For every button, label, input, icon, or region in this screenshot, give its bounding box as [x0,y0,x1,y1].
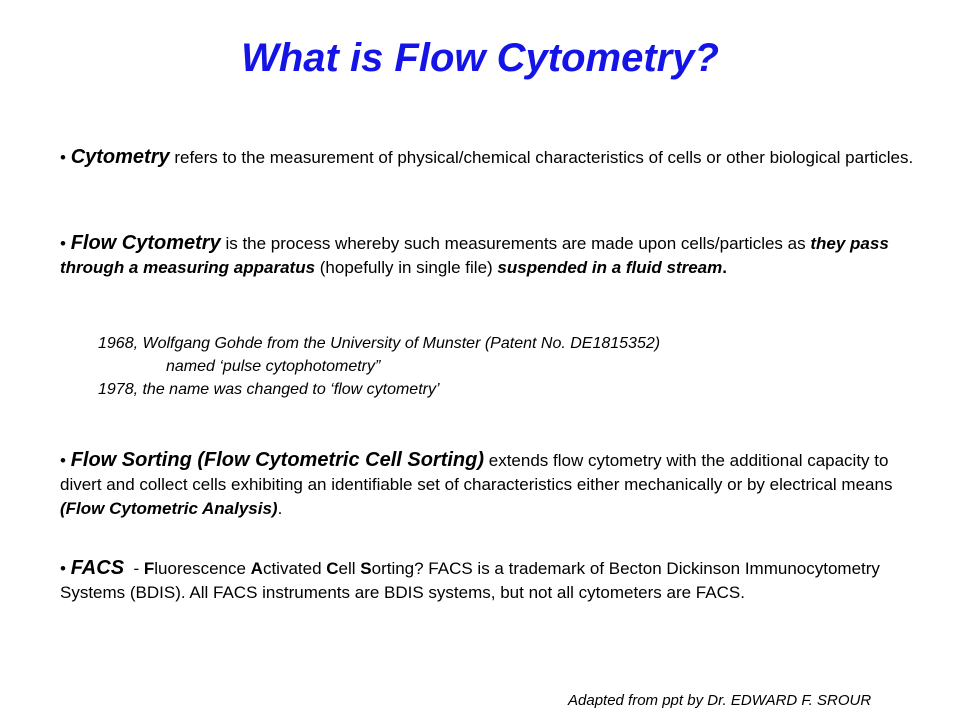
flow-sorting-emphasis: (Flow Cytometric Analysis) [60,499,278,518]
bullet: • [60,148,71,167]
term-facs: FACS [70,557,125,579]
facs-word-c: ell [338,559,361,578]
flow-cytometry-definition [60,231,920,280]
flow-cytometry-emphasis-1: they pass through a measuring apparatus [60,234,889,277]
cytometry-definition [60,142,920,173]
facs-word-f: luorescence [154,559,251,578]
flow-cytometry-end: . [722,258,727,277]
flow-cytometry-text-2: (hopefully in single file) [315,258,498,277]
facs-letter-c: C [326,559,339,578]
history-line-1978: 1978, the name was changed to ‘flow cytometry’ [98,381,440,398]
flow-sorting-text: extends flow cytometry with the additional capacity to divert and collect cells exhibiting an identifiable set of characteristics either mechanically or by electrical means [60,451,893,494]
bullet: • [60,451,71,470]
bullet: • [60,234,71,253]
credit-author: Dr. EDWARD F. SROUR [707,692,872,709]
facs-definition [60,556,920,605]
flow-sorting-definition [60,448,930,521]
facs-letter-a: A [250,559,263,578]
history-note [98,332,898,401]
facs-letter-s: S [360,559,372,578]
facs-word-a: ctivated [262,559,327,578]
facs-dash: - [124,559,144,578]
flow-cytometry-text-1: is the process whereby such measurements are made upon cells/particles as [220,234,811,253]
history-line-1968: 1968, Wolfgang Gohde from the University of Munster (Patent No. DE1815352) [98,335,661,352]
term-flow-cytometry: Flow Cytometry [70,232,221,254]
term-cytometry: Cytometry [70,146,170,168]
facs-rest: orting? FACS is a trademark of Becton Dickinson Immunocytometry Systems (BDIS). All FACS instruments are BDIS systems, but not all cytometers are FACS. [60,559,880,602]
bullet: • [60,559,71,578]
flow-sorting-end: . [277,499,283,518]
cytometry-text: refers to the measurement of physical/chemical characteristics of cells or other biological particles. [169,148,914,167]
term-flow-sorting: Flow Sorting (Flow Cytometric Cell Sorting) [70,449,485,471]
flow-cytometry-emphasis-2: suspended in a fluid stream [497,258,723,277]
source-credit [568,692,953,709]
facs-letter-f: F [143,559,155,578]
slide-title: What is Flow Cytometry? [241,36,719,80]
history-line-named: named ‘pulse cytophotometry” [166,358,381,375]
credit-prefix: Adapted from ppt by [568,692,708,709]
